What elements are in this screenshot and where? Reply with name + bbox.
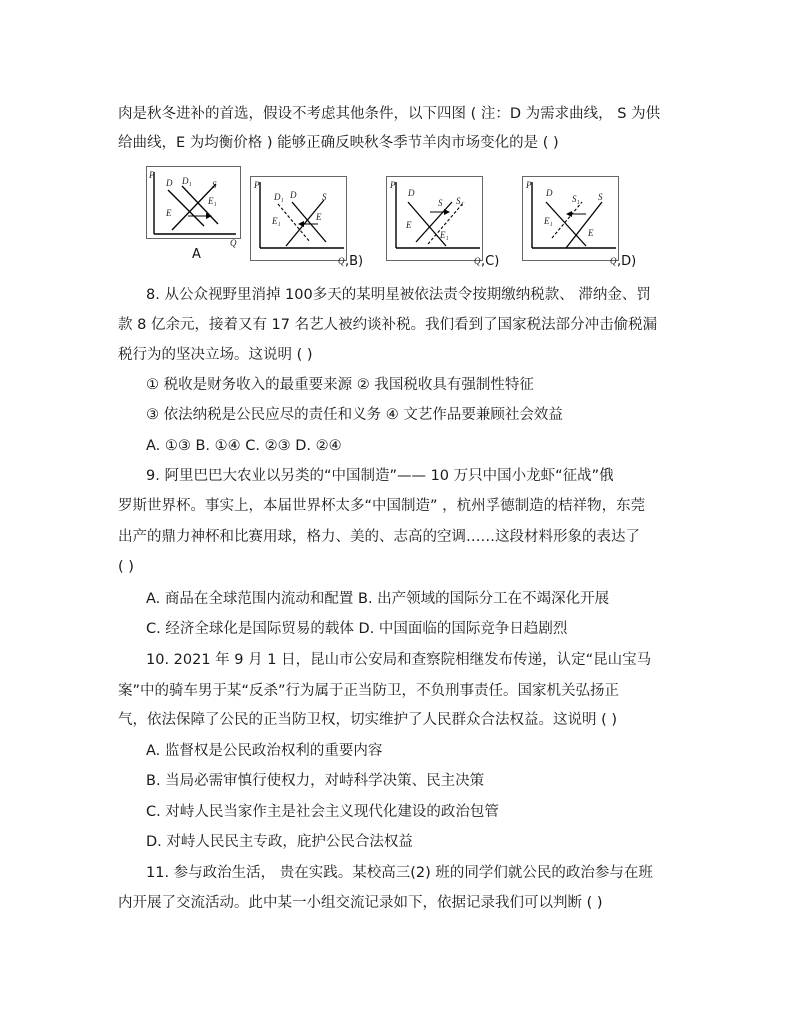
q9-line-4: ( ) xyxy=(118,559,134,575)
q9-options-cd: C. 经济全球化是国际贸易的载体 D. 中国面临的国际竞争日趋剧烈 xyxy=(146,621,568,637)
q9-line-1: 9. 阿里巴巴大农业以另类的“中国制造”—— 10 万只中国小龙虾“征战”俄 xyxy=(146,468,614,484)
q8-line-1: 8. 从公众视野里消掉 100多天的某明星被依法责令按期缴纳税款、 滞纳金、罚 xyxy=(146,287,651,303)
graph-b-axis-p: P xyxy=(254,180,260,190)
graph-c-label-d: D xyxy=(408,188,415,198)
graph-a-label-d: D xyxy=(166,178,173,188)
q10-option-a: A. 监督权是公民政治权利的重要内容 xyxy=(146,743,383,759)
q8-options-2: ③ 依法纳税是公民应尽的责任和义务 ④ 文艺作品要兼顾社会效益 xyxy=(146,407,563,423)
graph-c-label-s1: S₁ xyxy=(456,196,464,206)
q8-options-1: ① 税收是财务收入的最重要来源 ② 我国税收具有强制性特征 xyxy=(146,377,534,393)
q10-line-2: 案”中的骑车男于某“反杀”行为属于正当防卫，不负刑事责任。国家机关弘扬正 xyxy=(118,683,620,699)
graph-b-label-e: E xyxy=(316,212,322,222)
q10-option-b: B. 当局必需审慎行使权力，对峙科学决策、民主决策 xyxy=(146,773,485,789)
q9-line-3: 出产的鼎力神杯和比赛用球，格力、美的、志高的空调……这段材料形象的表达了 xyxy=(118,529,640,545)
q10-option-d: D. 对峙人民民主专政，庇护公民合法权益 xyxy=(146,834,413,850)
graph-c-label-s: S xyxy=(438,198,443,208)
graph-c-axis-p: P xyxy=(390,180,396,190)
graph-d-axis-q: Q xyxy=(610,256,617,266)
graph-d-caption: ,D) xyxy=(617,254,637,269)
q9-options-ab: A. 商品在全球范围内流动和配置 B. 出产领域的国际分工在不竭深化开展 xyxy=(146,591,610,607)
graph-c-caption: ,C) xyxy=(481,254,500,269)
graph-a-label-e: E xyxy=(166,208,172,218)
graph-d-label-e: E xyxy=(588,228,594,238)
q10-line-1: 10. 2021 年 9 月 1 日，昆山市公安局和查察院相继发布传递，认定“昆山宝马 xyxy=(146,652,652,668)
graph-d-label-d: D xyxy=(546,188,553,198)
graph-c-axis-q: Q xyxy=(474,256,481,266)
q10-option-c: C. 对峙人民当家作主是社会主义现代化建设的政治包管 xyxy=(146,804,499,820)
graph-b-label-e1: E₁ xyxy=(272,216,281,226)
graph-a xyxy=(146,166,248,262)
graph-a-label-d1: D₁ xyxy=(182,176,192,186)
graph-b-axis-q: Q xyxy=(338,256,345,266)
graph-d-axis-p: P xyxy=(526,180,532,190)
graph-d-label-s: S xyxy=(598,192,603,202)
graph-a-label-s: S xyxy=(212,180,217,190)
graph-a-caption: A xyxy=(192,247,201,262)
q7-line-1: 肉是秋冬进补的首选，假设不考虑其他条件，以下四图 ( 注：D 为需求曲线， S 为供 xyxy=(118,106,661,122)
graph-b xyxy=(250,166,380,270)
graph-c-label-e1: E₁ xyxy=(440,230,449,240)
q10-line-3: 气，依法保障了公民的正当防卫权，切实维护了人民群众合法权益。这说明 ( ) xyxy=(118,712,618,728)
graph-b-label-d: D xyxy=(290,190,297,200)
graph-c xyxy=(386,166,516,270)
q11-line-2: 内开展了交流活动。此中某一小组交流记录如下，依据记录我们可以判断 ( ) xyxy=(118,895,603,911)
graph-d-label-s1: S₁ xyxy=(572,194,580,204)
graph-c-label-e: E xyxy=(406,220,412,230)
graph-d-label-e1: E₁ xyxy=(544,216,553,226)
q9-line-2: 罗斯世界杯。事实上，本届世界杯太多“中国制造” ，杭州孚德制造的桔祥物，东莞 xyxy=(118,498,646,514)
q8-answer-choices: A. ①③ B. ①④ C. ②③ D. ②④ xyxy=(146,438,342,454)
q11-line-1: 11. 参与政治生活， 贵在实践。某校高三(2) 班的同学们就公民的政治参与在班 xyxy=(146,865,653,881)
graph-b-label-s: S xyxy=(322,192,327,202)
q8-line-3: 税行为的坚决立场。这说明 ( ) xyxy=(118,347,313,363)
graph-a-axis-p: P xyxy=(149,170,155,180)
graph-a-axis-q: Q xyxy=(230,238,237,248)
graph-a-label-e1: E₁ xyxy=(208,196,217,206)
graph-b-caption: ,B) xyxy=(345,254,364,269)
graph-b-label-d1: D₁ xyxy=(274,192,284,202)
q8-line-2: 款 8 亿余元，接着又有 17 名艺人被约谈补税。我们看到了国家税法部分冲击偷税漏 xyxy=(118,317,658,333)
graph-d xyxy=(522,166,652,270)
q7-line-2: 给曲线，E 为均衡价格 ) 能够正确反映秋冬季节羊肉市场变化的是 ( ) xyxy=(118,135,559,151)
